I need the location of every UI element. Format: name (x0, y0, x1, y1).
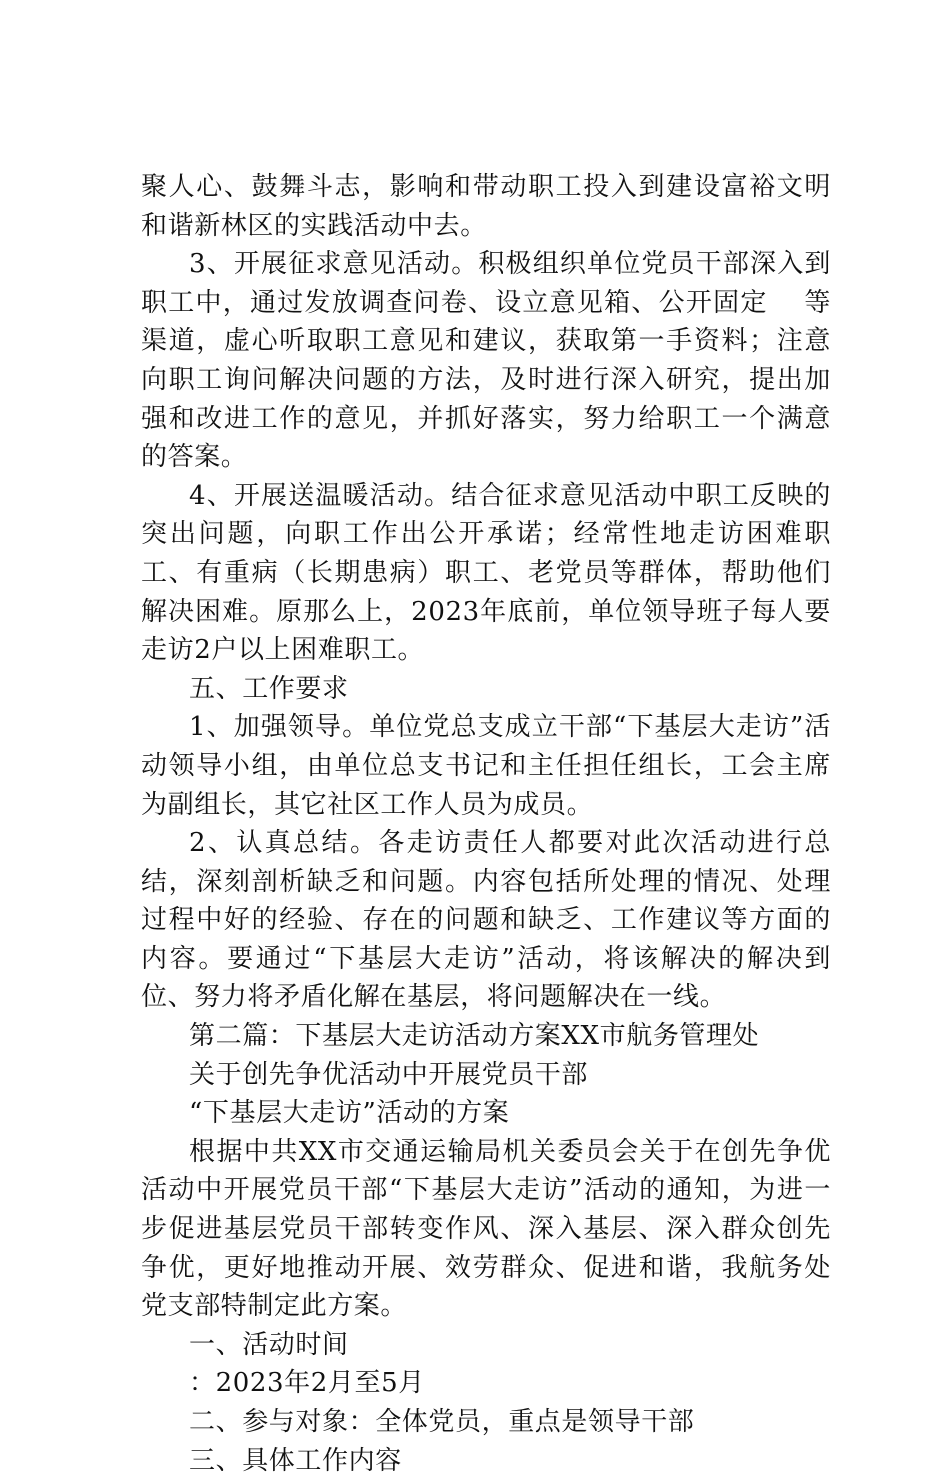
plan-title-line-2: “下基层大走访”活动的方案 (189, 1098, 510, 1129)
plan-title-line-1: 关于创先争优活动中开展党员干部 (189, 1059, 589, 1090)
section-heading-activity-time: 一、活动时间 (189, 1329, 349, 1360)
document-body (141, 168, 831, 1480)
paragraph-10: 根据中共XX市交通运输局机关委员会关于在创先争优活动中开展党员干部“下基层大走访”活动的通知，为进一步促进基层党员干部转变作风、深入基层、深入群众创先争优，更好地推动开展、效劳群众、促进和谐，我航务处党支部特制定此方案。 (141, 1136, 831, 1322)
section-heading-work-content: 三、具体工作内容 (189, 1445, 402, 1476)
section-heading-participants: 二、参与对象：全体党员，重点是领导干部 (189, 1407, 695, 1437)
chapter-heading-part-two: 第二篇：下基层大走访活动方案XX市航务管理处 (189, 1021, 760, 1052)
activity-time-value: ：2023年2月至5月 (189, 1368, 425, 1399)
paragraph-1: 聚人心、鼓舞斗志，影响和带动职工投入到建设富裕文明和谐新林区的实践活动中去。 (141, 172, 831, 241)
paragraph-5: 1、加强领导。单位党总支成立干部“下基层大走访”活动领导小组，由单位总支书记和主任担任组长，工会主席为副组长，其它社区工作人员为成员。 (141, 712, 831, 820)
section-heading-work-requirements: 五、工作要求 (189, 673, 349, 704)
paragraph-6: 2、认真总结。各走访责任人都要对此次活动进行总结，深刻剖析缺乏和问题。内容包括所处理的情况、处理过程中好的经验、存在的问题和缺乏、工作建议等方面的内容。要通过“下基层大走访”活动，将该解决的解决到位、努力将矛盾化解在基层，将问题解决在一线。 (141, 828, 831, 1013)
paragraph-2: 3、开展征求意见活动。积极组织单位党员干部深入到职工中，通过发放调查问卷、设立意见箱、公开固定 等渠道，虚心听取职工意见和建议，获取第一手资料；注意向职工询问解决问题的方法，及时进行深入研究，提出加强和改进工作的意见，并抓好落实，努力给职工一个满意的答案。 (141, 249, 831, 473)
paragraph-3: 4、开展送温暖活动。结合征求意见活动中职工反映的突出问题，向职工作出公开承诺；经常性地走访困难职工、有重病（长期患病）职工、老党员等群体，帮助他们解决困难。原那么上，2023年底前，单位领导班子每人要走访2户以上困难职工。 (141, 480, 831, 666)
